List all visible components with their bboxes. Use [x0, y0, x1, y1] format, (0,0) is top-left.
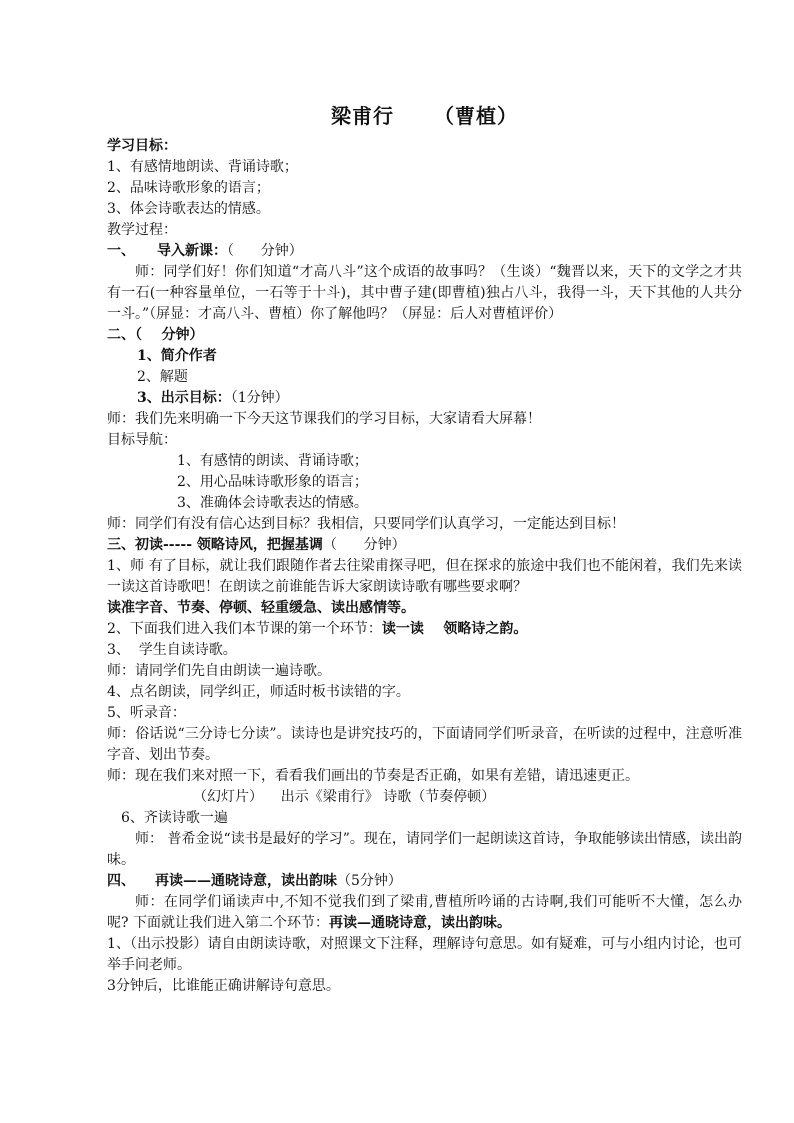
section-3-p5-teacher: 师：俗话说“三分诗七分读”。读诗也是讲究技巧的，下面请同学们听录音，在听读的过程中，注意听准字音、划出节奏。 — [107, 726, 742, 763]
section-3-slide: （幻灯片） 出示《梁甫行》 诗歌（节奏停顿） — [193, 789, 496, 805]
section-2-heading: 二、（ 分钟） — [107, 327, 204, 343]
poem-author: （曹植） — [434, 104, 518, 128]
section-4 — [107, 871, 742, 997]
objective-item: 3、体会诗歌表达的情感。 — [107, 201, 270, 217]
section-4-p1: 1、（出示投影）请自由朗读诗歌，对照课文下注释，理解诗句意思。如有疑难，可与小组内讨论，也可举手问老师。 — [107, 936, 742, 973]
section-4-time: （5分钟） — [337, 873, 402, 889]
section-2-sub1: 1、简介作者 — [137, 348, 217, 364]
section-4-paragraph-bold: 再读—通晓诗意，读出韵味。 — [328, 915, 511, 931]
section-3-p5: 5、听录音： — [107, 705, 186, 721]
section-2-confidence: 师：同学们有没有信心达到目标？我相信，只要同学们认真学习，一定能达到目标！ — [107, 516, 625, 532]
section-2-nav-label: 目标导航： — [107, 432, 177, 448]
section-1 — [107, 241, 742, 325]
process-heading: 教学过程： — [107, 222, 177, 238]
section-1-paragraph: 师：同学们好！你们知道“才高八斗”这个成语的故事吗？（生谈）“魏晋以来，天下的文学之才共有一石(一种容量单位，一石等于十斗)，其中曹子建(即曹植)独占八斗，我得一斗，天下其他的人共分一斗。”（屏显：才高八斗、曹植）你了解他吗？（屏显：后人对曹植评价） — [107, 264, 742, 322]
section-1-number: 一、 — [107, 243, 135, 259]
section-3-heading: 三、初读----- 领略诗风，把握基调 — [107, 537, 323, 553]
section-3-requirements: 读准字音、节奏、停顿、轻重缓急、读出感情等。 — [107, 600, 415, 616]
document-page — [107, 100, 742, 997]
section-2 — [107, 325, 742, 535]
section-2-sub2: 2、解题 — [137, 369, 188, 385]
section-4-paragraph-text: 师：在同学们诵读声中,不知不觉我们到了梁甫,曹植所吟诵的古诗啊,我们可能听不大懂，怎么办呢? 下面就让我们进入第二个环节： — [107, 894, 742, 931]
section-2-teacher-line: 师：我们先来明确一下今天这节课我们的学习目标，大家请看大屏幕！ — [107, 411, 541, 427]
section-3-p4: 4、点名朗读，同学纠正，师适时板书读错的字。 — [107, 684, 410, 700]
section-1-time: （ 分钟） — [227, 243, 303, 259]
section-3-p6: 6、齐读诗歌一遍 — [121, 810, 228, 826]
section-3-p2-bold: 读一读 领略诗之韵。 — [381, 621, 528, 637]
section-3-p3: 3、 学生自读诗歌。 — [107, 642, 237, 658]
section-3 — [107, 535, 742, 871]
section-2-sub3-label: 3、出示目标： — [137, 390, 231, 406]
section-1-title: 导入新课： — [157, 243, 227, 259]
section-3-p6-teacher: 师： 普希金说“读书是最好的学习”。现在，请同学们一起朗读这首诗，争取能够读出情感，读出韵味。 — [107, 831, 742, 868]
objectives-section — [107, 136, 742, 220]
section-3-p3-teacher: 师：请同学们先自由朗读一遍诗歌。 — [107, 663, 331, 679]
goal-item: 2、用心品味诗歌形象的语言； — [177, 474, 368, 490]
objective-item: 2、品味诗歌形象的语言； — [107, 180, 270, 196]
section-3-p1: 1、师 有了目标，就让我们跟随作者去往梁甫探寻吧，但在探求的旅途中我们也不能闲着，我们先来读一读这首诗歌吧！在朗读之前谁能告诉大家朗读诗歌有哪些要求啊？ — [107, 558, 742, 595]
poem-title: 梁甫行 — [331, 104, 394, 128]
section-2-sub3-time: （1分钟） — [230, 390, 289, 406]
section-4-paragraph — [107, 892, 742, 934]
section-4-p2: 3分钟后，比谁能正确讲解诗句意思。 — [107, 978, 340, 994]
document-title — [107, 100, 742, 132]
objective-item: 1、有感情地朗读、背诵诗歌； — [107, 159, 298, 175]
section-3-p2: 2、下面我们进入我们本节课的第一个环节： — [107, 621, 382, 637]
objectives-heading: 学习目标： — [107, 138, 177, 154]
section-3-p5-check: 师：现在我们来对照一下，看看我们画出的节奏是否正确，如果有差错，请迅速更正。 — [107, 768, 639, 784]
section-4-heading: 再读——通晓诗意，读出韵味 — [155, 873, 337, 889]
section-3-time: （ 分钟） — [322, 537, 406, 553]
section-4-number: 四、 — [107, 873, 135, 889]
goal-item: 3、准确体会诗歌表达的情感。 — [177, 495, 368, 511]
goal-item: 1、有感情的朗读、背诵诗歌； — [177, 453, 368, 469]
